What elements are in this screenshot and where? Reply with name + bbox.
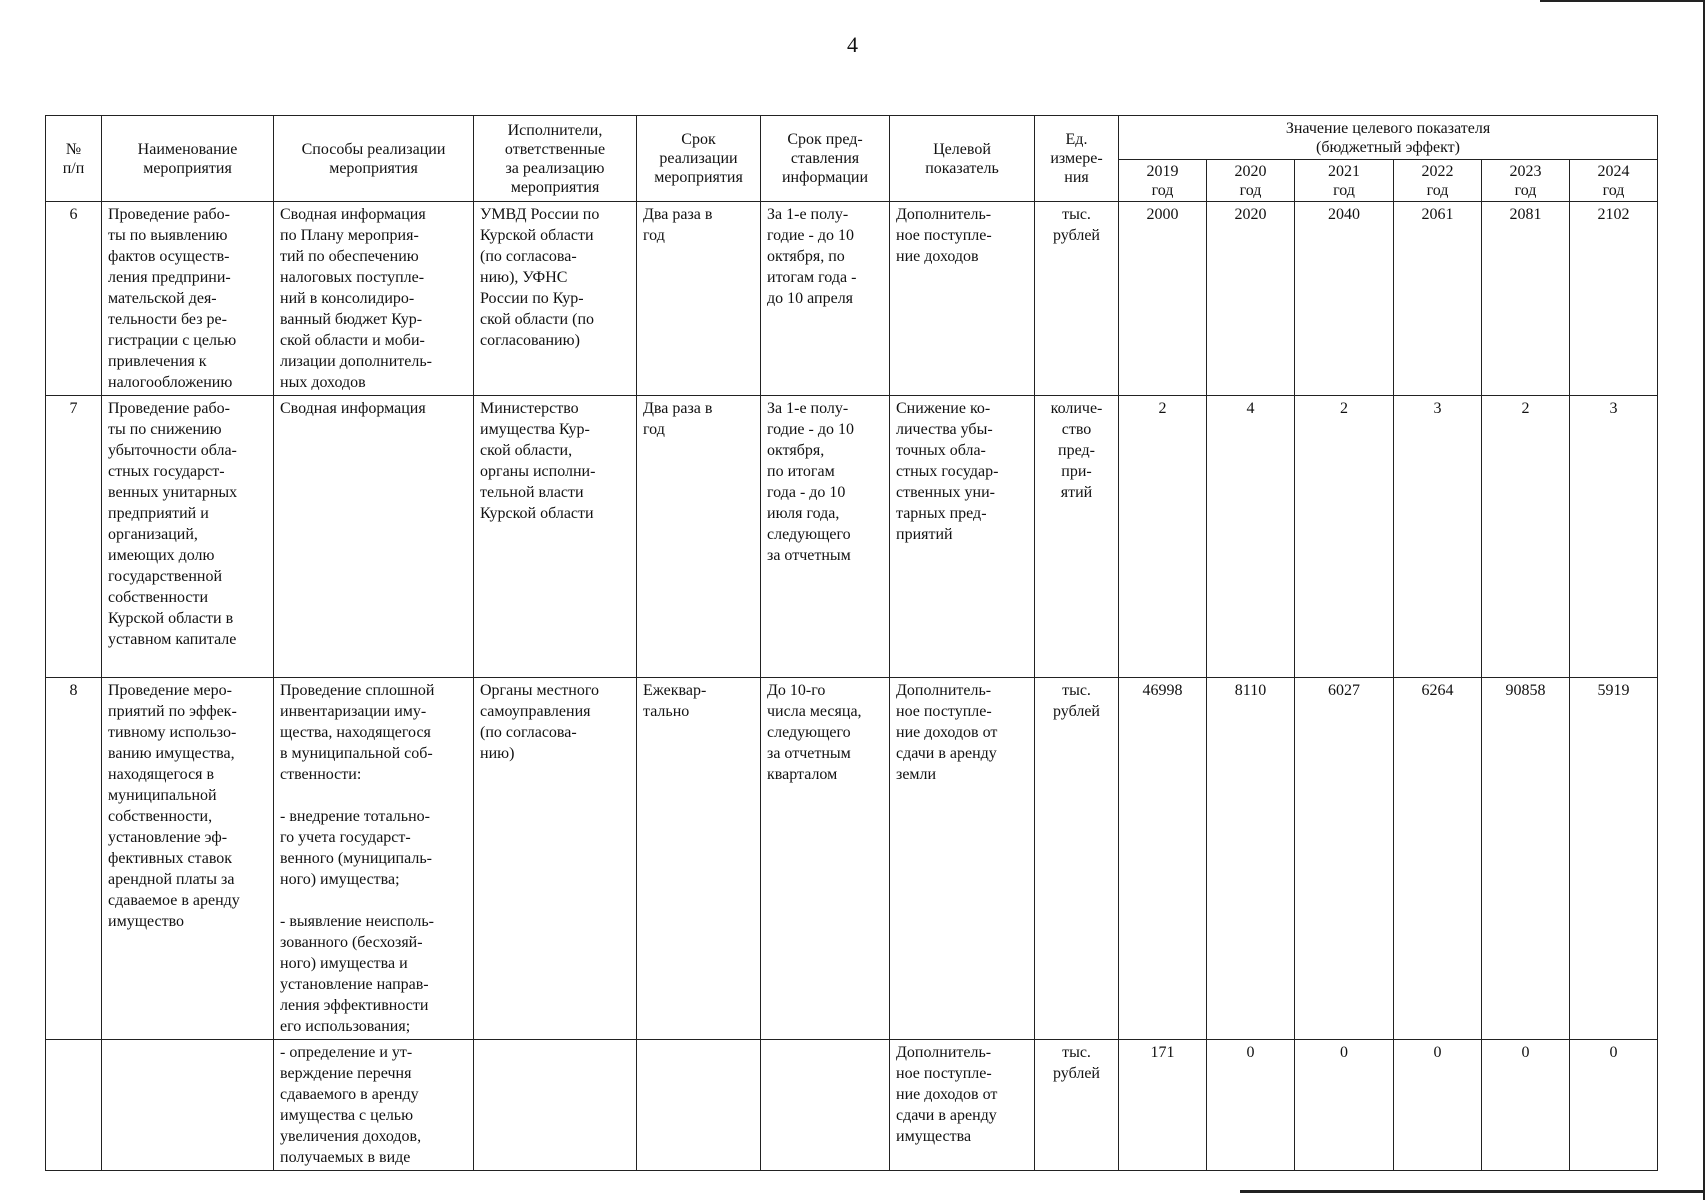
row-value: 5919	[1570, 678, 1658, 1040]
row-value: 3	[1570, 396, 1658, 678]
target-indicators-table	[45, 115, 1658, 1171]
header-target: Целевой показатель	[890, 116, 1035, 202]
row-num: 7	[46, 396, 102, 678]
table-row	[46, 202, 1658, 396]
row-value: 0	[1394, 1040, 1482, 1171]
row-unit: тыс. рублей	[1035, 202, 1119, 396]
row-num: 6	[46, 202, 102, 396]
row-term: Два раза в год	[637, 202, 761, 396]
table-row	[46, 396, 1658, 678]
row-name: Проведение рабо- ты по снижению убыточности обла- стных государст- венных унитарных предприятий и организаций, имеющих долю государственной собственности Курской области в уставном капитале	[102, 396, 274, 678]
row-name: Проведение рабо- ты по выявлению фактов осуществ- ления предприни- мательской дея- тельности без ре- гистрации с целью привлечения к налогообложению	[102, 202, 274, 396]
row-value: 2000	[1119, 202, 1207, 396]
row-value: 2	[1482, 396, 1570, 678]
row-executors	[474, 1040, 637, 1171]
row-report-term: За 1-е полу- годие - до 10 октября, по итогам года - до 10 апреля	[761, 202, 890, 396]
row-value: 46998	[1119, 678, 1207, 1040]
row-num: 8	[46, 678, 102, 1040]
header-executors: Исполнители, ответственные за реализацию мероприятия	[474, 116, 637, 202]
row-value: 171	[1119, 1040, 1207, 1171]
row-term: Ежеквар- тально	[637, 678, 761, 1040]
row-value: 4	[1207, 396, 1295, 678]
row-report-term: До 10-го числа месяца, следующего за отчетным кварталом	[761, 678, 890, 1040]
header-unit: Ед. измере- ния	[1035, 116, 1119, 202]
header-year: 2022 год	[1394, 160, 1482, 202]
header-term: Срок реализации мероприятия	[637, 116, 761, 202]
row-value: 0	[1570, 1040, 1658, 1171]
row-num	[46, 1040, 102, 1171]
row-term: Два раза в год	[637, 396, 761, 678]
row-value: 0	[1482, 1040, 1570, 1171]
header-value-group: Значение целевого показателя (бюджетный эффект)	[1119, 116, 1658, 160]
row-term	[637, 1040, 761, 1171]
row-executors: Министерство имущества Кур- ской области, органы исполни- тельной власти Курской области	[474, 396, 637, 678]
row-value: 0	[1295, 1040, 1394, 1171]
row-executors: Органы местного самоуправления (по согласова- нию)	[474, 678, 637, 1040]
row-target: Дополнитель- ное поступле- ние доходов от сдачи в аренду земли	[890, 678, 1035, 1040]
row-name: Проведение меро- приятий по эффек- тивному использо- ванию имущества, находящегося в муниципальной собственности, установление эф- фективных ставок арендной платы за сдаваемое в аренду имущество	[102, 678, 274, 1040]
row-value: 90858	[1482, 678, 1570, 1040]
row-value: 6264	[1394, 678, 1482, 1040]
table-row	[46, 1040, 1658, 1171]
row-value: 2081	[1482, 202, 1570, 396]
row-methods: Сводная информация	[274, 396, 474, 678]
row-value: 0	[1207, 1040, 1295, 1171]
header-num: № п/п	[46, 116, 102, 202]
header-year: 2020 год	[1207, 160, 1295, 202]
row-value: 3	[1394, 396, 1482, 678]
row-unit: тыс. рублей	[1035, 678, 1119, 1040]
row-value: 6027	[1295, 678, 1394, 1040]
row-report-term: За 1-е полу- годие - до 10 октября, по итогам года - до 10 июля года, следующего за отчетным	[761, 396, 890, 678]
row-value: 2061	[1394, 202, 1482, 396]
row-report-term	[761, 1040, 890, 1171]
row-executors: УМВД России по Курской области (по согласова- нию), УФНС России по Кур- ской области (по согласованию)	[474, 202, 637, 396]
row-target: Дополнитель- ное поступле- ние доходов от сдачи в аренду имущества	[890, 1040, 1035, 1171]
header-year: 2024 год	[1570, 160, 1658, 202]
row-methods: Проведение сплошной инвентаризации иму- щества, находящегося в муниципальной соб- ственности: - внедрение тотально- го учета государст- венного (муниципаль- ного) имущества; - выявление неисполь- зованного (бесхозяй- ного) имущества и установление направ- ления эффективности его использования;	[274, 678, 474, 1040]
row-unit: количе- ство пред- при- ятий	[1035, 396, 1119, 678]
row-name	[102, 1040, 274, 1171]
header-year: 2021 год	[1295, 160, 1394, 202]
row-value: 8110	[1207, 678, 1295, 1040]
scan-border-bottom	[1240, 1190, 1705, 1193]
row-target: Снижение ко- личества убы- точных обла- стных государ- ственных уни- тарных пред- приятий	[890, 396, 1035, 678]
row-value: 2040	[1295, 202, 1394, 396]
header-methods: Способы реализации мероприятия	[274, 116, 474, 202]
row-methods: Сводная информация по Плану мероприя- тий по обеспечению налоговых поступле- ний в консолидиро- ванный бюджет Кур- ской области и моби- лизации дополнитель- ных доходов	[274, 202, 474, 396]
row-value: 2	[1295, 396, 1394, 678]
header-report-term: Срок пред- ставления информации	[761, 116, 890, 202]
header-name: Наименование мероприятия	[102, 116, 274, 202]
header-year: 2023 год	[1482, 160, 1570, 202]
row-value: 2020	[1207, 202, 1295, 396]
page-number: 4	[847, 32, 858, 57]
scan-border-top	[1540, 0, 1705, 2]
row-target: Дополнитель- ное поступле- ние доходов	[890, 202, 1035, 396]
row-methods: - определение и ут- верждение перечня сдаваемого в аренду имущества с целью увеличения доходов, получаемых в виде	[274, 1040, 474, 1171]
row-unit: тыс. рублей	[1035, 1040, 1119, 1171]
table-row	[46, 678, 1658, 1040]
header-year: 2019 год	[1119, 160, 1207, 202]
row-value: 2	[1119, 396, 1207, 678]
row-value: 2102	[1570, 202, 1658, 396]
